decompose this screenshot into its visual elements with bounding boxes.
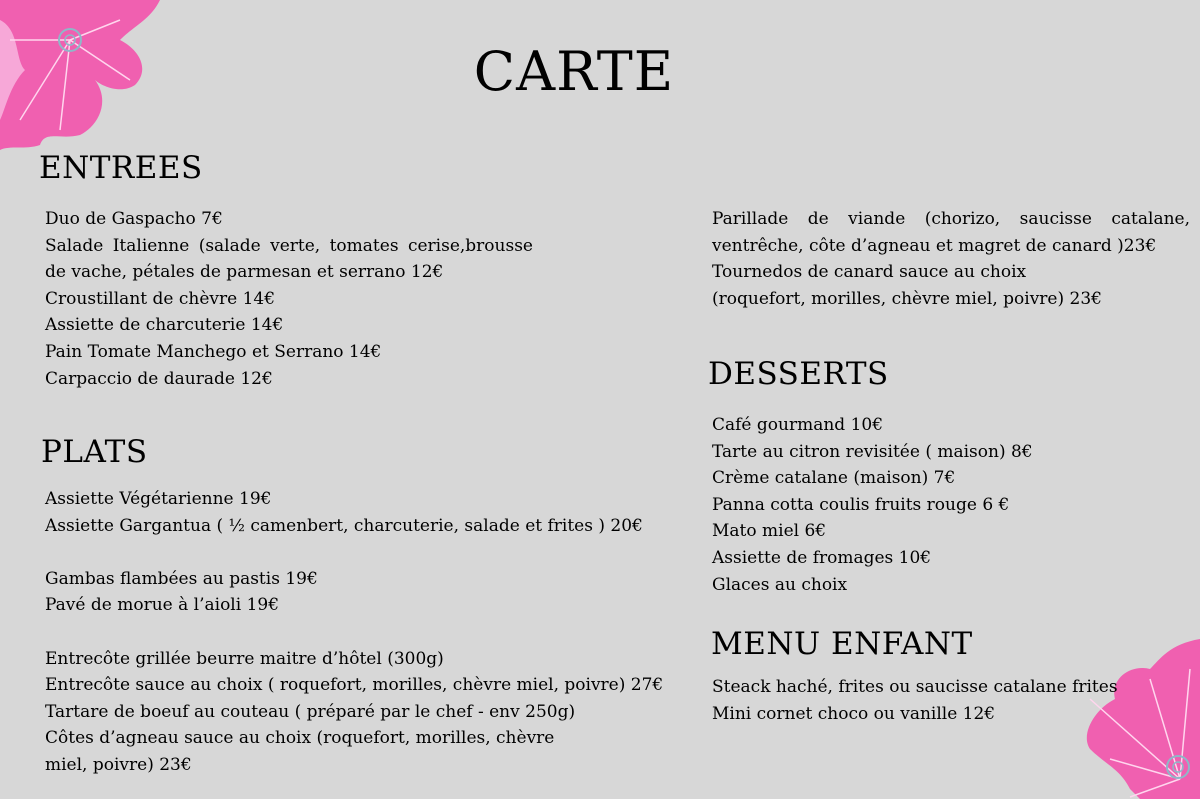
plats-list [45,486,664,779]
menu-item: Entrecôte sauce au choix ( roquefort, morilles, chèvre miel, poivre) 27€ [45,675,664,696]
section-heading-desserts: DESSERTS [708,356,889,392]
menu-item: Crème catalane (maison) 7€ [712,468,956,489]
menu-item: Steack haché, frites ou saucisse catalane frites [712,677,1118,697]
menu-item: Croustillant de chèvre 14€ [45,288,276,309]
menu-item: Carpaccio de daurade 12€ [45,368,273,389]
section-heading-entrees: ENTREES [39,150,203,186]
menu-item: Tartare de boeuf au couteau ( préparé par le chef - env 250g) [45,701,576,722]
entrees-list [45,206,533,392]
menu-item: Assiette Végétarienne 19€ [45,489,272,509]
menu-item: Mini cornet choco ou vanille 12€ [712,703,996,724]
menu-enfant-list [712,674,1152,727]
section-heading-menu-enfant: MENU ENFANT [711,626,973,662]
menu-item: (roquefort, morilles, chèvre miel, poivre) 23€ [712,288,1102,309]
menu-item: Côtes d’agneau sauce au choix (roquefort, morilles, chèvre miel, poivre) 23€ [45,728,555,775]
menu-item: Tarte au citron revisitée ( maison) 8€ [712,441,1033,462]
section-heading-plats: PLATS [41,434,148,470]
menu-item: Tournedos de canard sauce au choix [712,262,1027,283]
menu-item: Pavé de morue à l’aioli 19€ [45,595,280,616]
menu-item: Panna cotta coulis fruits rouge 6 € [712,494,1010,515]
menu-item: Pain Tomate Manchego et Serrano 14€ [45,341,382,362]
menu-item: Mato miel 6€ [712,521,827,542]
menu-item: Glaces au choix [712,574,848,595]
menu-item: Gambas flambées au pastis 19€ [45,568,318,589]
menu-item: Entrecôte grillée beurre maitre d’hôtel (300g) [45,648,444,669]
menu-item: Assiette Gargantua ( ½ camenbert, charcuterie, salade et frites ) 20€ [45,515,643,536]
menu-item: Assiette de charcuterie 14€ [45,315,284,336]
menu-item: Salade Italienne (salade verte, tomates cerise,brousse de vache, pétales de parmesan et serrano 12€ [45,235,533,283]
menu-item: Assiette de fromages 10€ [712,547,932,568]
menu-item: Parillade de viande (chorizo, saucisse catalane, ventrêche, côte d’agneau et magret de canard )23€ [712,209,1190,256]
plats-suite-list [712,206,1190,312]
menu-item: Duo de Gaspacho 7€ [45,209,223,229]
menu-item: Café gourmand 10€ [712,415,884,435]
desserts-list [712,412,1152,598]
page-title: CARTE [473,40,675,103]
